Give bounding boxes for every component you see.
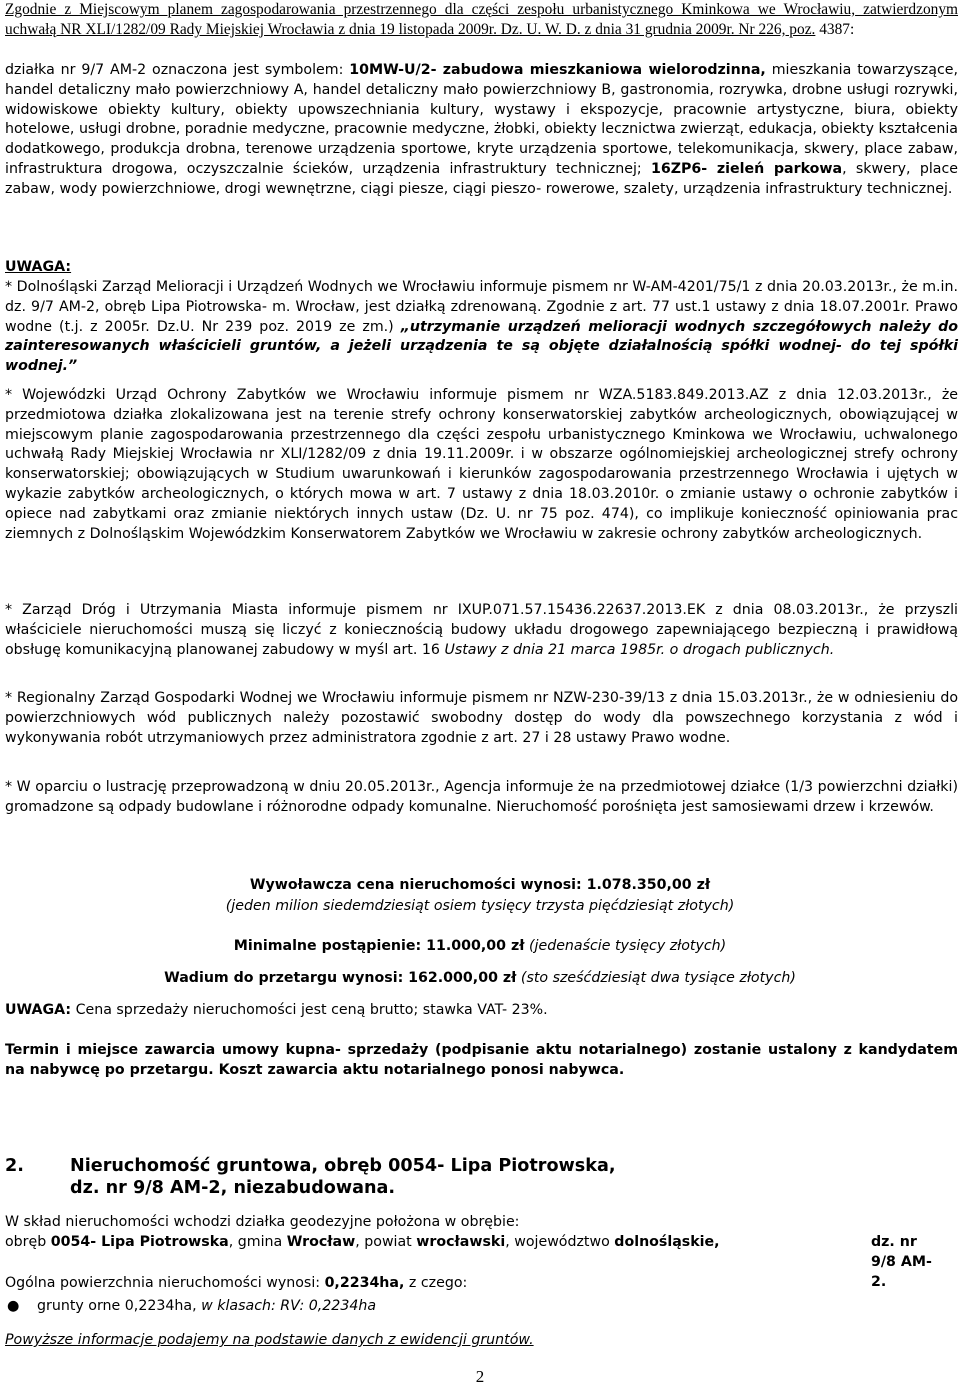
plan-intro-underlined-2: zatwierdzonym uchwałą NR XLI/1282/09 Rady Miejskiej Wrocławia z dnia 19 listopada 2009r. Dz. U. W. D. z dnia 31 grudnia 2009r. Nr 226, poz. [5, 1, 959, 38]
deposit [0, 969, 960, 989]
plan-intro-tail: 4387: [815, 21, 855, 38]
zoning-text-3: , skwery, place zabaw, wody powierzchniowe, drogi wewnętrzne, ciągi piesze, ciągi pieszo- rowerowe, szalety, urządzenia infrastruktury technicznej. [5, 160, 959, 197]
section-title: Nieruchomość gruntowa, obręb 0054- Lipa Piotrowska, [70, 1156, 616, 1176]
obreb-value: 0054- Lipa Piotrowska [50, 1234, 229, 1250]
zoning-paragraph [5, 61, 958, 200]
melioration-paragraph [5, 278, 958, 377]
parcel-intro: W skład nieruchomości wchodzi działka geodezyjne położona w obrębie: [5, 1214, 520, 1230]
water-text: * Regionalny Zarząd Gospodarki Wodnej we Wrocławiu informuje pismem nr NZW-230-39/13 z dnia 15.03.2013r., że w odniesieniu do powierzchniowych wód publicznych należy pozostawić swobodny dostęp do wody dla powszechnego korzystania z wód i wykonywania robót utrzymaniowych przez administratora zgodnie z art. 27 i 28 ustawy Prawo wodne. [5, 690, 958, 746]
zoning-symbol-10mw: 10MW-U/2- zabudowa mieszkaniowa wielorodzinna, [349, 62, 766, 78]
conservator-paragraph [5, 386, 958, 544]
woj-prefix: , województwo [505, 1234, 615, 1250]
plan-intro [5, 0, 958, 40]
starting-price-words: (jeden milion siedemdziesiąt osiem tysięcy trzysta pięćdziesiąt złotych) [225, 898, 735, 914]
vat-label: UWAGA: [5, 1002, 72, 1018]
woj-value: dolnośląskie, [614, 1234, 720, 1250]
section-2-heading [5, 1155, 616, 1199]
zoning-symbol-16zp6: 16ZP6- zieleń parkowa [650, 160, 843, 177]
powiat-prefix: , powiat [355, 1234, 417, 1250]
zoning-text-2: mieszkania towarzyszące, handel detaliczny mało powierzchniowy A, handel detaliczny mało powierzchniowy B, gastronomia, rozrywka, drobne usługi rozrywki, widowiskowe obiekty kultury, obiekty upowszechniania kultury, wystawy i ekspozycje, pracownie artystyczne, biura, obiekty hotelowe, usługi drobne, poradnie medyczne, pracownie medyczne, żłobki, obiekty lecznictwa zwierząt, edukacja, obiekty kształcenia dodatkowego, produkcja drobna, terenowe urządzenia sportowe, kryte urządzenia sportowe, telekomunikacja, skwery, place zabaw, infrastruktura drogowa, oczyszczalnie ścieków, urządzenia infrastruktury technicznej; [5, 62, 958, 177]
vat-note [5, 1001, 958, 1021]
land-class-item [5, 1297, 376, 1317]
section-subtitle: dz. nr 9/8 AM-2, niezabudowana. [70, 1178, 396, 1198]
source-note: Powyższe informacje podajemy na podstawie danych z ewidencji gruntów. [5, 1332, 534, 1348]
roads-text: * Zarząd Dróg i Utrzymania Miasta informuje pismem nr IXUP.071.57.15436.22637.2013.EK z dnia 08.03.2013r., że przyszli właściciele nieruchomości muszą się liczyć z koniecznością budowy układu drogowego zapewniającego bezpieczną i prawidłową obsługę komunikacyjną planowanej zabudowy w myśl art. 16 [5, 602, 958, 658]
inspection-paragraph [5, 778, 958, 818]
parcel-number: dz. nr 9/8 AM-2. [871, 1234, 932, 1290]
starting-price: Wywoławcza cena nieruchomości wynosi: 1.078.350,00 zł [249, 877, 711, 893]
uwaga-heading [5, 258, 958, 278]
zoning-text-1: działka nr 9/7 AM-2 oznaczona jest symbolem: [5, 62, 350, 78]
land-class-text: grunty orne 0,2234ha, [37, 1298, 202, 1314]
minimum-increment-words: (jedenaście tysięcy złotych) [524, 938, 727, 954]
area-prefix: Ogólna powierzchnia nieruchomości wynosi: [5, 1275, 325, 1291]
bullet-icon: ● [7, 1298, 20, 1314]
powiat-value: wrocławski [416, 1234, 506, 1250]
gmina-prefix: , gmina [228, 1234, 287, 1250]
deposit-words: (sto sześćdziesiąt dwa tysiące złotych) [516, 970, 796, 986]
inspection-text: * W oparciu o lustrację przeprowadzoną w dniu 20.05.2013r., Agencja informuje że na przedmiotowej działce (1/3 powierzchni działki) gromadzone są odpady budowlane i różnorodne odpady komunalne. Nieruchomość porośnięta jest samosiewami drzew i krzewów. [5, 779, 958, 815]
page-number: 2 [475, 1367, 485, 1386]
area-suffix: z czego: [404, 1275, 468, 1291]
area-value: 0,2234ha, [324, 1275, 405, 1291]
water-paragraph [5, 689, 958, 748]
roads-paragraph [5, 601, 958, 660]
land-class-italic: w klasach: RV: 0,2234ha [201, 1298, 377, 1314]
minimum-increment-value: Minimalne postąpienie: 11.000,00 zł [233, 938, 525, 954]
melioration-text: * Dolnośląski Zarząd Melioracji i Urządzeń Wodnych we Wrocławiu informuje pismem nr W-AM-4201/75/1 z dnia 20.03.2013r., że m.in. dz. 9/7 AM-2, obręb Lipa Piotrowska- m. Wrocław, jest działką zdrenowaną. Zgodnie z art. 77 ust.1 ustawy z dnia 18.07.2001r. Prawo wodne (t.j. z 2005r. Dz.U. Nr 239 poz. 2019 ze zm.) [5, 279, 958, 335]
terms-paragraph: Termin i miejsce zawarcia umowy kupna- sprzedaży (podpisanie aktu notarialnego) zostanie ustalony z kandydatem na nabywcę po przetargu. Koszt zawarcia aktu notarialnego ponosi nabywca. [5, 1042, 958, 1078]
vat-text: Cena sprzedaży nieruchomości jest ceną brutto; stawka VAT- 23%. [71, 1002, 548, 1018]
section-number: 2. [5, 1156, 24, 1176]
uwaga-label: UWAGA: [5, 259, 72, 275]
melioration-quote: „utrzymanie urządzeń melioracji wodnych szczegółowych należy do zainteresowanych właścicieli gruntów, a jeżeli urządzenia te są objęte działalnością spółki wodnej- do tej spółki wodnej.” [5, 318, 959, 375]
gmina-value: Wrocław [286, 1234, 356, 1250]
conservator-text: * Wojewódzki Urząd Ochrony Zabytków we Wrocławiu informuje pismem nr WZA.5183.849.2013.AZ z dnia 12.03.2013r., że przedmiotowa działka zlokalizowana jest na terenie strefy ochrony konserwatorskiej zabytków archeologicznych, obowiązującej w miejscowym planie zagospodarowania przestrzennego dla części zespołu urbanistycznego Kminkowa we Wrocławiu, uchwalonego uchwałą Rady Miejskiej Wrocławia nr XLI/1282/09 z dnia 19.11.2009r. i w obszarze ogólnomiejskiej archeologicznej strefy ochrony konserwatorskiej; obowiązujących w Studium uwarunkowań i kierunków zagospodarowania przestrzennego Wrocławia i ujętych w wykazie zabytków archeologicznych, o których mowa w art. 7 ustawy z dnia 18.03.2010r. o zmianie ustawy o ochronie zabytków i opiece nad zabytkami oraz zmianie niektórych innych ustaw (Dz. U. nr 75 poz. 474), co implikuje konieczność opiniowania prac ziemnych z Dolnośląskim Wojewódzkim Konserwatorem Zabytków we Wrocławiu w zakresie ochrony zabytków archeologicznych. [5, 387, 958, 542]
obreb-prefix: obręb [5, 1234, 51, 1250]
minimum-increment [0, 937, 960, 957]
deposit-value: Wadium do przetargu wynosi: 162.000,00 zł [164, 970, 517, 986]
area-line [5, 1274, 958, 1294]
plan-intro-underlined: Zgodnie z Miejscowym planem zagospodarowania przestrzennego dla części zespołu urbanistycznego Kminkowa we Wrocławiu, [5, 1, 856, 18]
roads-law-reference: Ustawy z dnia 21 marca 1985r. o drogach publicznych. [444, 641, 835, 658]
